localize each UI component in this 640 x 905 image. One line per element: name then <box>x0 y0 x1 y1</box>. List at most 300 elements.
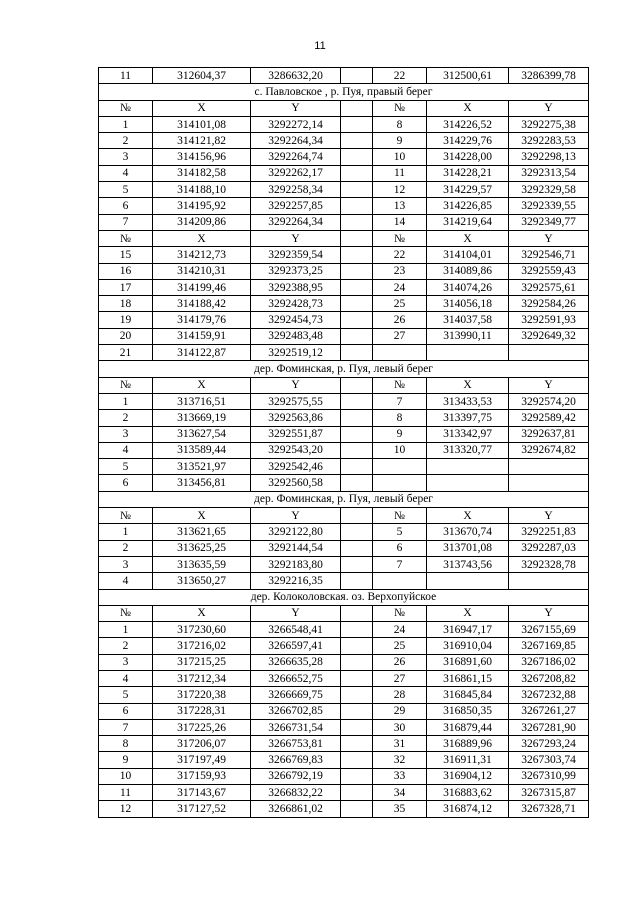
coordinate-x-right: 316891,60 <box>427 654 509 670</box>
point-number-right <box>373 573 427 589</box>
coordinate-y-left: 3292264,34 <box>251 214 341 230</box>
table-row <box>99 540 589 556</box>
header-y-right: Y <box>509 377 589 393</box>
coordinate-y-left: 3292560,58 <box>251 475 341 491</box>
header-x-left: X <box>153 605 251 621</box>
point-number-right <box>373 345 427 361</box>
point-number-left: 4 <box>99 165 153 181</box>
point-number-right: 22 <box>373 68 427 84</box>
point-number-left: 5 <box>99 182 153 198</box>
spacer-cell <box>341 182 373 198</box>
spacer-cell <box>341 116 373 132</box>
column-header-row <box>99 100 589 116</box>
spacer-cell <box>341 100 373 116</box>
coordinate-x-right: 313670,74 <box>427 524 509 540</box>
spacer-cell <box>341 670 373 686</box>
coordinate-x-right <box>427 475 509 491</box>
point-number-right: 11 <box>373 165 427 181</box>
spacer-cell <box>341 638 373 654</box>
coordinate-x-right: 316947,17 <box>427 622 509 638</box>
coordinate-x-right: 314226,52 <box>427 116 509 132</box>
coordinate-y-right: 3267293,24 <box>509 736 589 752</box>
header-number-left: № <box>99 377 153 393</box>
point-number-left: 12 <box>99 801 153 817</box>
spacer-cell <box>341 508 373 524</box>
spacer-cell <box>341 605 373 621</box>
point-number-right: 31 <box>373 736 427 752</box>
coordinate-y-left: 3292264,74 <box>251 149 341 165</box>
table-row <box>99 149 589 165</box>
point-number-left: 1 <box>99 116 153 132</box>
spacer-cell <box>341 263 373 279</box>
point-number-left: 4 <box>99 442 153 458</box>
coordinate-y-right: 3267315,87 <box>509 785 589 801</box>
coordinate-y-left: 3292183,80 <box>251 556 341 572</box>
coordinate-y-right: 3267281,90 <box>509 719 589 735</box>
table-row <box>99 670 589 686</box>
table-row <box>99 573 589 589</box>
coordinate-y-right: 3267310,99 <box>509 768 589 784</box>
table-row <box>99 475 589 491</box>
coordinate-y-right: 3292591,93 <box>509 312 589 328</box>
point-number-left: 2 <box>99 638 153 654</box>
point-number-left: 10 <box>99 768 153 784</box>
coordinate-y-right: 3292574,20 <box>509 393 589 409</box>
table-row <box>99 296 589 312</box>
coordinate-x-left: 314209,86 <box>153 214 251 230</box>
point-number-right: 28 <box>373 687 427 703</box>
coordinate-y-right: 3292313,54 <box>509 165 589 181</box>
coordinate-y-left: 3292563,86 <box>251 410 341 426</box>
table-row <box>99 719 589 735</box>
page-number: 11 <box>314 40 326 52</box>
point-number-left: 2 <box>99 133 153 149</box>
coordinate-x-right <box>427 573 509 589</box>
point-number-right: 29 <box>373 703 427 719</box>
point-number-right: 25 <box>373 296 427 312</box>
point-number-left: 1 <box>99 524 153 540</box>
coordinate-x-left: 317143,67 <box>153 785 251 801</box>
header-y-right: Y <box>509 508 589 524</box>
point-number-right <box>373 475 427 491</box>
header-y-right: Y <box>509 100 589 116</box>
coordinate-y-left: 3292264,34 <box>251 133 341 149</box>
table-row <box>99 785 589 801</box>
spacer-cell <box>341 719 373 735</box>
point-number-left: 2 <box>99 410 153 426</box>
coordinate-y-right: 3292275,38 <box>509 116 589 132</box>
coordinate-y-right: 3292575,61 <box>509 279 589 295</box>
header-number-left: № <box>99 508 153 524</box>
coordinate-x-right: 316889,96 <box>427 736 509 752</box>
coordinate-y-left: 3292258,34 <box>251 182 341 198</box>
table-row <box>99 442 589 458</box>
spacer-cell <box>341 475 373 491</box>
coordinate-y-right: 3292287,03 <box>509 540 589 556</box>
point-number-right: 8 <box>373 116 427 132</box>
spacer-cell <box>341 459 373 475</box>
header-number-left: № <box>99 230 153 246</box>
header-y-right: Y <box>509 605 589 621</box>
column-header-row <box>99 377 589 393</box>
section-title: дер. Колоколовская. оз. Верхопуйское <box>99 589 589 605</box>
header-x-right: X <box>427 508 509 524</box>
coordinate-x-left: 313456,81 <box>153 475 251 491</box>
table-row <box>99 165 589 181</box>
table-row <box>99 279 589 295</box>
point-number-left: 11 <box>99 68 153 84</box>
coordinate-x-left: 313589,44 <box>153 442 251 458</box>
point-number-right: 30 <box>373 719 427 735</box>
point-number-right: 9 <box>373 133 427 149</box>
table-row <box>99 263 589 279</box>
section-title: с. Павловское , р. Пуя, правый берег <box>99 84 589 100</box>
coordinate-y-right: 3267186,02 <box>509 654 589 670</box>
coordinate-x-right: 313990,11 <box>427 328 509 344</box>
table-row <box>99 524 589 540</box>
coordinate-y-left: 3266597,41 <box>251 638 341 654</box>
point-number-left: 6 <box>99 198 153 214</box>
header-number-right: № <box>373 377 427 393</box>
coordinate-y-left: 3292428,73 <box>251 296 341 312</box>
coordinate-x-left: 317206,07 <box>153 736 251 752</box>
coordinate-x-left: 314179,76 <box>153 312 251 328</box>
coordinate-x-right <box>427 345 509 361</box>
coordinate-y-left: 3266792,19 <box>251 768 341 784</box>
coordinate-y-right: 3292674,82 <box>509 442 589 458</box>
table-row <box>99 247 589 263</box>
header-number-right: № <box>373 230 427 246</box>
coordinate-y-left: 3266652,75 <box>251 670 341 686</box>
spacer-cell <box>341 165 373 181</box>
coordinate-x-right: 313397,75 <box>427 410 509 426</box>
coordinate-y-right <box>509 573 589 589</box>
coordinate-x-left: 317230,60 <box>153 622 251 638</box>
section-title-row <box>99 491 589 507</box>
coordinate-x-right: 314226,85 <box>427 198 509 214</box>
coordinate-y-left: 3292359,54 <box>251 247 341 263</box>
coordinate-x-right: 312500,61 <box>427 68 509 84</box>
header-number-right: № <box>373 508 427 524</box>
coordinate-y-left: 3292575,55 <box>251 393 341 409</box>
point-number-left: 15 <box>99 247 153 263</box>
coordinate-x-left: 313669,19 <box>153 410 251 426</box>
coordinate-x-left: 317215,25 <box>153 654 251 670</box>
coordinate-y-right: 3267261,27 <box>509 703 589 719</box>
coordinate-y-left: 3292373,25 <box>251 263 341 279</box>
table-row <box>99 312 589 328</box>
table-row <box>99 410 589 426</box>
point-number-right: 34 <box>373 785 427 801</box>
coordinate-y-right: 3292649,32 <box>509 328 589 344</box>
coordinate-x-left: 314156,96 <box>153 149 251 165</box>
spacer-cell <box>341 801 373 817</box>
coordinate-y-right: 3292328,78 <box>509 556 589 572</box>
spacer-cell <box>341 687 373 703</box>
header-y-left: Y <box>251 508 341 524</box>
coordinate-y-left: 3292542,46 <box>251 459 341 475</box>
coordinate-y-right: 3292584,26 <box>509 296 589 312</box>
coordinate-y-left: 3266753,81 <box>251 736 341 752</box>
coordinate-y-right: 3292329,58 <box>509 182 589 198</box>
coordinate-x-right: 316904,12 <box>427 768 509 784</box>
spacer-cell <box>341 785 373 801</box>
coordinate-y-left: 3286632,20 <box>251 68 341 84</box>
table-row <box>99 752 589 768</box>
spacer-cell <box>341 230 373 246</box>
coordinate-x-left: 314101,08 <box>153 116 251 132</box>
coordinate-x-left: 314212,73 <box>153 247 251 263</box>
coordinate-x-left: 313716,51 <box>153 393 251 409</box>
coordinate-y-left: 3292483,48 <box>251 328 341 344</box>
coordinate-x-left: 314121,82 <box>153 133 251 149</box>
section-title-row <box>99 361 589 377</box>
coordinate-x-right: 316883,62 <box>427 785 509 801</box>
point-number-left: 9 <box>99 752 153 768</box>
point-number-left: 8 <box>99 736 153 752</box>
table-row <box>99 622 589 638</box>
point-number-left: 3 <box>99 556 153 572</box>
coordinate-y-left: 3292551,87 <box>251 426 341 442</box>
coordinate-x-right: 313743,56 <box>427 556 509 572</box>
point-number-left: 1 <box>99 393 153 409</box>
point-number-right: 26 <box>373 312 427 328</box>
table-row <box>99 638 589 654</box>
coordinate-x-right: 314229,76 <box>427 133 509 149</box>
coordinate-y-right: 3292589,42 <box>509 410 589 426</box>
coordinate-x-right: 313342,97 <box>427 426 509 442</box>
coordinate-x-right: 313320,77 <box>427 442 509 458</box>
table-row <box>99 116 589 132</box>
point-number-left: 5 <box>99 459 153 475</box>
coordinate-y-right: 3292559,43 <box>509 263 589 279</box>
point-number-right: 25 <box>373 638 427 654</box>
point-number-right: 27 <box>373 670 427 686</box>
coordinate-x-left: 313521,97 <box>153 459 251 475</box>
coordinate-x-right: 314104,01 <box>427 247 509 263</box>
coordinate-y-left: 3266861,02 <box>251 801 341 817</box>
point-number-left: 3 <box>99 149 153 165</box>
table-row <box>99 198 589 214</box>
header-x-left: X <box>153 508 251 524</box>
coordinate-x-left: 314122,87 <box>153 345 251 361</box>
coordinate-x-left: 314210,31 <box>153 263 251 279</box>
header-x-left: X <box>153 100 251 116</box>
coordinate-y-left: 3266769,83 <box>251 752 341 768</box>
coordinate-y-left: 3266635,28 <box>251 654 341 670</box>
spacer-cell <box>341 68 373 84</box>
coordinate-y-right: 3267232,88 <box>509 687 589 703</box>
coordinate-y-left: 3292272,14 <box>251 116 341 132</box>
coordinate-y-left: 3292543,20 <box>251 442 341 458</box>
point-number-right: 33 <box>373 768 427 784</box>
spacer-cell <box>341 654 373 670</box>
table-row <box>99 214 589 230</box>
point-number-left: 5 <box>99 687 153 703</box>
coordinate-x-left: 314188,42 <box>153 296 251 312</box>
table-row <box>99 703 589 719</box>
point-number-left: 6 <box>99 475 153 491</box>
spacer-cell <box>341 442 373 458</box>
spacer-cell <box>341 524 373 540</box>
coordinate-x-right: 314228,21 <box>427 165 509 181</box>
column-header-row <box>99 508 589 524</box>
spacer-cell <box>341 556 373 572</box>
coordinate-x-left: 313650,27 <box>153 573 251 589</box>
coordinate-x-right: 316874,12 <box>427 801 509 817</box>
coordinate-y-left: 3266832,22 <box>251 785 341 801</box>
table-row <box>99 345 589 361</box>
coordinate-y-left: 3292262,17 <box>251 165 341 181</box>
point-number-right: 7 <box>373 393 427 409</box>
point-number-right: 24 <box>373 622 427 638</box>
point-number-left: 11 <box>99 785 153 801</box>
point-number-left: 1 <box>99 622 153 638</box>
spacer-cell <box>341 768 373 784</box>
header-x-right: X <box>427 377 509 393</box>
section-title: дер. Фоминская, р. Пуя, левый берег <box>99 491 589 507</box>
table-row <box>99 426 589 442</box>
coordinate-x-right: 316911,31 <box>427 752 509 768</box>
column-header-row <box>99 230 589 246</box>
coordinate-x-left: 314159,91 <box>153 328 251 344</box>
coordinate-y-left: 3292144,54 <box>251 540 341 556</box>
point-number-left: 7 <box>99 719 153 735</box>
spacer-cell <box>341 312 373 328</box>
coordinate-y-left: 3292216,35 <box>251 573 341 589</box>
point-number-left: 3 <box>99 426 153 442</box>
point-number-left: 3 <box>99 654 153 670</box>
coordinate-x-left: 317228,31 <box>153 703 251 719</box>
coordinate-x-left: 314182,58 <box>153 165 251 181</box>
point-number-left: 4 <box>99 573 153 589</box>
coordinate-x-right: 314037,58 <box>427 312 509 328</box>
spacer-cell <box>341 133 373 149</box>
spacer-cell <box>341 198 373 214</box>
point-number-right: 6 <box>373 540 427 556</box>
point-number-right: 14 <box>373 214 427 230</box>
coordinate-y-right: 3292339,55 <box>509 198 589 214</box>
coordinate-x-right: 316910,04 <box>427 638 509 654</box>
spacer-cell <box>341 345 373 361</box>
header-y-left: Y <box>251 100 341 116</box>
coordinate-x-right: 316850,35 <box>427 703 509 719</box>
coordinate-y-left: 3292454,73 <box>251 312 341 328</box>
point-number-right: 24 <box>373 279 427 295</box>
coordinate-x-right: 314089,86 <box>427 263 509 279</box>
point-number-right: 7 <box>373 556 427 572</box>
coordinate-y-right: 3292298,13 <box>509 149 589 165</box>
spacer-cell <box>341 214 373 230</box>
coordinate-y-right <box>509 475 589 491</box>
table-row <box>99 182 589 198</box>
section-title-row <box>99 589 589 605</box>
table-row <box>99 459 589 475</box>
header-x-left: X <box>153 230 251 246</box>
spacer-cell <box>341 296 373 312</box>
coordinate-x-left: 314188,10 <box>153 182 251 198</box>
table-row <box>99 687 589 703</box>
point-number-right: 27 <box>373 328 427 344</box>
coordinate-y-right: 3267303,74 <box>509 752 589 768</box>
coordinate-x-left: 317220,38 <box>153 687 251 703</box>
header-y-left: Y <box>251 230 341 246</box>
spacer-cell <box>341 377 373 393</box>
header-number-left: № <box>99 100 153 116</box>
coordinate-y-left: 3292257,85 <box>251 198 341 214</box>
spacer-cell <box>341 393 373 409</box>
spacer-cell <box>341 279 373 295</box>
table-row <box>99 654 589 670</box>
coordinate-y-right: 3267208,82 <box>509 670 589 686</box>
point-number-right: 10 <box>373 442 427 458</box>
point-number-left: 18 <box>99 296 153 312</box>
coordinate-x-right: 316879,44 <box>427 719 509 735</box>
point-number-left: 16 <box>99 263 153 279</box>
table-row <box>99 328 589 344</box>
coordinate-x-right: 314219,64 <box>427 214 509 230</box>
spacer-cell <box>341 540 373 556</box>
coordinate-x-left: 312604,37 <box>153 68 251 84</box>
coordinate-x-left: 317225,26 <box>153 719 251 735</box>
point-number-left: 20 <box>99 328 153 344</box>
point-number-right: 35 <box>373 801 427 817</box>
point-number-right: 26 <box>373 654 427 670</box>
column-header-row <box>99 605 589 621</box>
header-y-left: Y <box>251 377 341 393</box>
coordinate-x-left: 314199,46 <box>153 279 251 295</box>
point-number-left: 4 <box>99 670 153 686</box>
header-number-right: № <box>373 605 427 621</box>
point-number-right: 8 <box>373 410 427 426</box>
spacer-cell <box>341 622 373 638</box>
coordinate-y-left: 3292388,95 <box>251 279 341 295</box>
spacer-cell <box>341 426 373 442</box>
coordinate-y-right: 3292349,77 <box>509 214 589 230</box>
point-number-right <box>373 459 427 475</box>
table-row <box>99 736 589 752</box>
table-row <box>99 801 589 817</box>
coordinate-y-left: 3266702,85 <box>251 703 341 719</box>
coordinate-x-left: 317127,52 <box>153 801 251 817</box>
coordinate-x-right: 314229,57 <box>427 182 509 198</box>
coordinate-x-right: 316845,84 <box>427 687 509 703</box>
header-number-left: № <box>99 605 153 621</box>
point-number-right: 22 <box>373 247 427 263</box>
coordinate-x-right: 313701,08 <box>427 540 509 556</box>
coordinate-x-right: 314056,18 <box>427 296 509 312</box>
point-number-left: 6 <box>99 703 153 719</box>
spacer-cell <box>341 752 373 768</box>
point-number-left: 17 <box>99 279 153 295</box>
coordinate-y-right: 3292637,81 <box>509 426 589 442</box>
coordinate-y-left: 3266731,54 <box>251 719 341 735</box>
point-number-right: 9 <box>373 426 427 442</box>
spacer-cell <box>341 410 373 426</box>
table-row <box>99 393 589 409</box>
point-number-left: 7 <box>99 214 153 230</box>
spacer-cell <box>341 736 373 752</box>
coordinate-y-right: 3267155,69 <box>509 622 589 638</box>
section-title-row <box>99 84 589 100</box>
spacer-cell <box>341 247 373 263</box>
point-number-left: 19 <box>99 312 153 328</box>
coordinate-y-right: 3292546,71 <box>509 247 589 263</box>
point-number-right: 10 <box>373 149 427 165</box>
table-row <box>99 556 589 572</box>
coordinate-y-right <box>509 459 589 475</box>
point-number-right: 12 <box>373 182 427 198</box>
